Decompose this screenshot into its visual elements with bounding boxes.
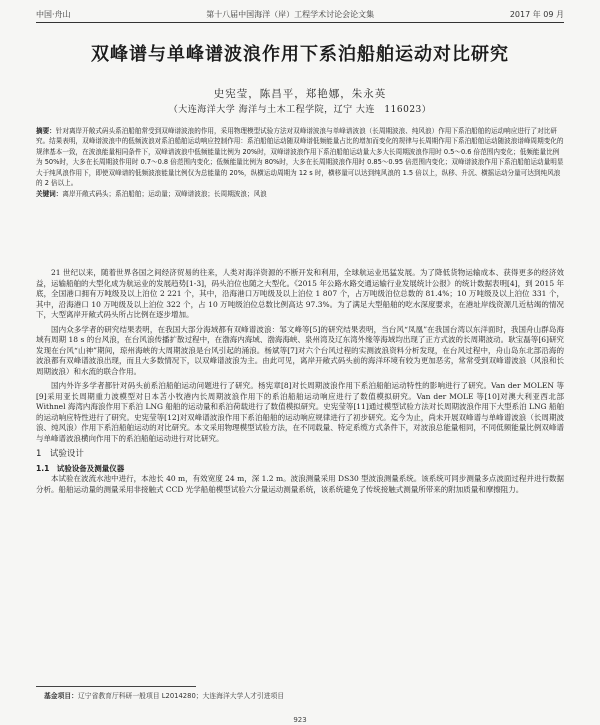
body-paragraph-domestic-research: 国内众多学者的研究结果表明，在我国大部分海域都有双峰谱波浪：邹文峰等[5]的研究结果表明，当台风“凤凰”在我国台湾以东洋面时，我国舟山群岛海域有周期 18 s 的台风浪，在台风浪传播扩散过程中，在渤海内海域、渤海海峡、泉州湾及辽东湾外缘等海域均出现了正方式波的长周期波动。耿宝磊等[6]研究发现在台风“山神”期间，琼州海峡的大周期波浪是台风引起的涌浪。杨斌等[7]对六个台风过程的实测波浪资料分析发现，在台风过程中，舟山岛东北部沿海的波浪都有双峰谱波浪出现，而且大多数情况下，以双峰谱波浪为主。由此可见，离岸开敞式码头前的海洋环境有较为更加恶劣，常常受到双峰谱波浪（风浪和长周期波浪）和水流的联合作用。: [36, 324, 564, 376]
abstract-text: 针对离岸开敞式码头系泊船舶常受到双峰谱波浪的作用，采用物理模型试验方法对双峰谱波浪与单峰谱波浪（长周期波浪、纯风浪）作用下系泊船舶的运动响应进行了对比研究。结果表明，双峰谱波浪中的低频波浪对系泊船舶运动响应控制作用：系泊船舶运动随双峰谱低频能量占比的增加而变化的规律与长周期作用下系泊船舶运动随波浪谱峰周期变化的规律基本一致，在波浪能量相同条件下，双峰谱波浪中低频能量比例为 20%时，双峰谱波浪作用下系泊船舶运动量大多大长周期波浪作用时 0.5～0.6 倍范围内变化；低频能量比例为 50%时，大多在长周期波作用时 0.7～0.8 倍范围内变化；低频能量比例为 80%时，大多在长周期波浪作用时 0.85～0.95 倍范围内变化；双峰谱波浪作用下系泊船舶运动量明显大于纯风浪作用下，即使双峰谱的低频波浪能量比例仅为总能量的 20%，纵横运动周期为 12 s 时，横移量可以达到纯风浪的 1.5 倍以上，纵移、升沉、横摇运动分量可达到纯风浪的 2 倍以上。: [36, 127, 564, 188]
keywords-text: 离岸开敞式码头；系泊船舶；运动量；双峰谱波浪；长周期波浪；风浪: [62, 190, 267, 199]
running-header: [36, 9, 564, 23]
funding-footnote: [44, 690, 564, 700]
author-list: 史宪莹，陈昌平，郑艳娜，朱永英: [213, 88, 387, 100]
header-proceedings: 第十八届中国海洋（岸）工程学术讨论会论文集: [206, 10, 375, 19]
abstract-label: 摘要：: [36, 127, 56, 135]
keywords-label: 关键词：: [36, 190, 63, 199]
paper-title: 双峰谱与单峰谱波浪作用下系泊船舶运动对比研究: [91, 44, 509, 65]
subsection-heading-1-1: 1.1 试验设备及测量仪器: [36, 463, 125, 473]
footnote-divider: [36, 686, 196, 687]
section-heading-1: 1 试验设计: [36, 449, 84, 459]
body-paragraph-equipment: 本试验在波流水池中进行，本池长 40 m，有效宽度 24 m，深 1.2 m。波浪测量采用 DS30 型波浪测量系统。该系统可同步测量多点波面过程并进行数据分析。船舶运动量的测量采用非接触式 CCD 光学船舶模型试验六分量运动测量系统，该系统避免了传统接触式测量所带来的附加质量和摩擦阻力。: [36, 474, 564, 494]
page-number: 923: [293, 716, 307, 724]
body-paragraph-literature: 国内外许多学者都针对码头前系泊船舶运动问题进行了研究。杨宪章[8]对长周期波浪作用下系泊船舶运动特性的影响进行了研究。Van der MOLEN 等[9]采用亚长周期重力波模型对日本苫小牧港内长周期波浪作用下的系泊船舶运动响应进行了数值模拟研究。Van der MOLE 等[10]对澳大利亚西北部 Withnel 海湾内海浪作用下系泊 LNG 船舶的运动量和系泊荷载进行了数值模拟研究。史宪莹等[11]通过模型试验方法对长周期波浪作用下大型系泊 LNG 船舶的运动响应特性进行了研究。史宪莹等[12]对双峰谱波浪作用下系泊船舶的运动响应规律进行了初步研究。迄今为止，尚未开展双峰谱与单峰谱波浪（长周期波浪、纯风浪）作用下系泊船舶运动的对比研究。本文采用物理模型试验方法，在不同载量、特定系缆方式条件下，对波浪总能量相同，不同低频能量比例双峰谱与单峰谱波浪横向作用下的系泊船舶运动进行对比研究。: [36, 381, 564, 443]
body-paragraph-intro: 21 世纪以来，随着世界各国之间经济贸易的往来，人类对海洋资源的不断开发和利用，全球航运业迅猛发展。为了降低货物运输成本、获得更多的经济效益，运输船舶的大型化成为航运业的发展趋势[1-3]，码头泊位也随之大型化。《2015 年公路水路交通运输行业发展统计公报》的统计数据表明[4]，到 2015 年底，全国港口拥有万吨级及以上泊位 2 221 个，其中，沿海港口万吨级及以上泊位 1 807 个，占万吨级泊位总数的 81.4%；10 万吨级及以上泊位 331 个，其中，沿海港口 10 万吨级及以上泊位 322 个，占 10 万吨级泊位总数比例高达 97.3%。为了满足大型船舶的吃水深度要求，在港址岸线资源几近枯竭的情况下，大型离岸开敞式码头所占比例在逐步增加。: [36, 268, 564, 319]
body-text: [36, 268, 564, 496]
header-date: 2017 年 09 月: [509, 10, 564, 19]
keywords: [36, 189, 564, 199]
affiliation: （大连海洋大学 海洋与土木工程学院，辽宁 大连 116023）: [168, 105, 432, 115]
abstract: [36, 126, 564, 200]
footnote-text: 辽宁省教育厅科研一般项目 L2014280；大连海洋大学人才引进项目: [77, 692, 285, 700]
header-location: 中国·舟山: [36, 10, 71, 19]
footnote-label: 基金项目：: [44, 692, 78, 700]
